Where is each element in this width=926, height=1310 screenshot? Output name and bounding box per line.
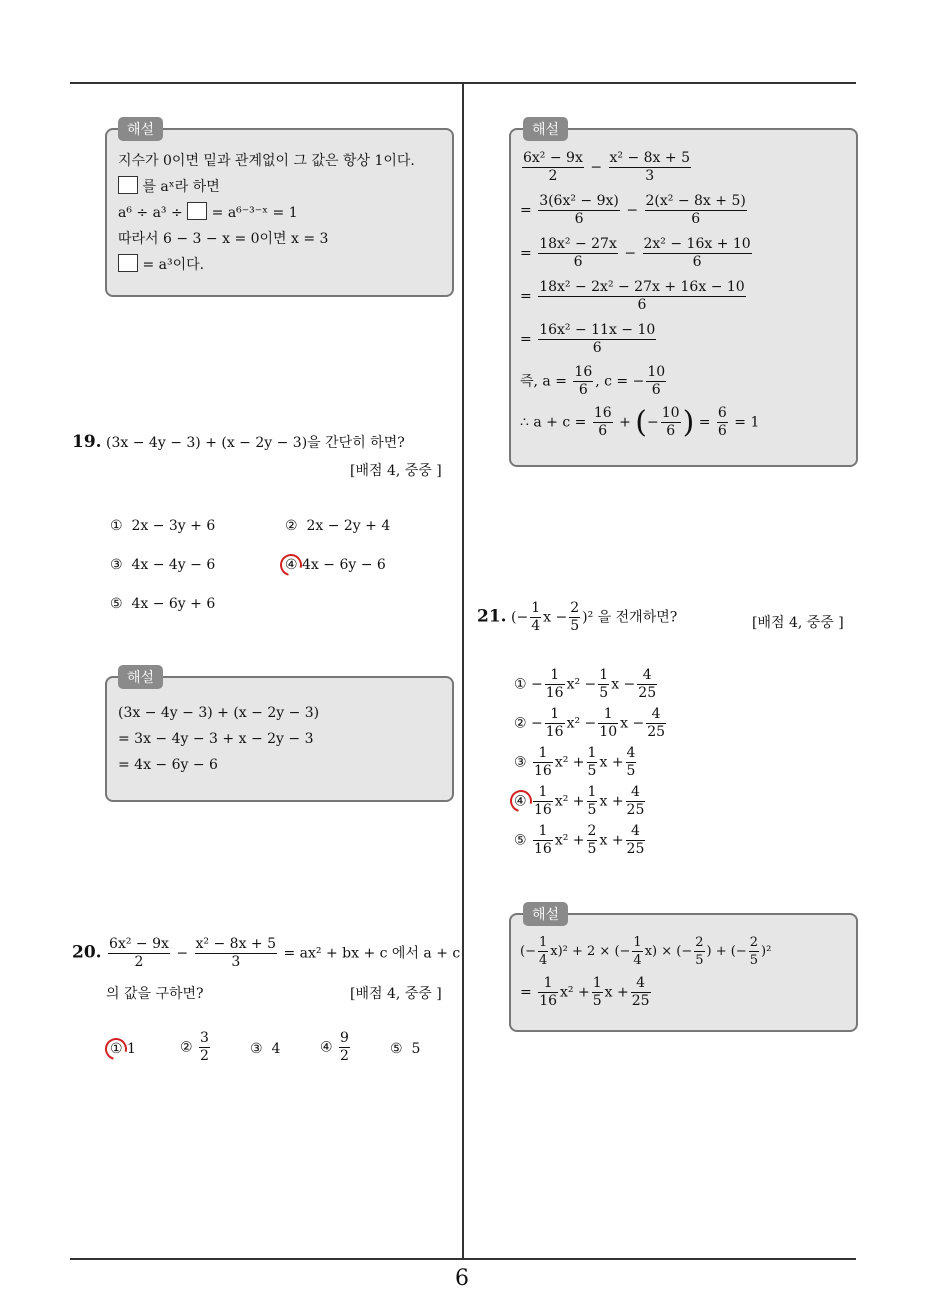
choice-item[interactable]: ④ 4x − 6y − 6	[285, 557, 386, 573]
choice-item[interactable]: ② 2x − 2y + 4	[285, 518, 391, 534]
solution-line: a⁶ ÷ a³ ÷ = a⁶⁻³⁻ˣ = 1	[118, 202, 298, 221]
solution-line: = $\frac{\text{18x² − 27x}}{6}$ − $\frac{\text{2x² − 16x + 10}}{6}$	[520, 236, 751, 270]
choice-item[interactable]: ① 2x − 3y + 6	[110, 518, 216, 534]
solution-line: = 3x − 4y − 3 + x − 2y − 3	[118, 731, 314, 747]
question-text: (3x − 4y − 3) + (x − 2y − 3)을 간단히 하면?	[106, 435, 405, 451]
solution-line: = $\frac{\text{3(6x² − 9x)}}{6}$ − $\frac{\text{2(x² − 8x + 5)}}{6}$	[520, 193, 746, 227]
solution-tag: 해설	[523, 117, 568, 141]
question-19	[72, 432, 405, 452]
question-number: 21.	[477, 606, 507, 627]
choice-item[interactable]: ② − $\frac{1}{16}$ x² − $\frac{1}{10}$ x − $\frac{4}{25}$	[514, 706, 666, 740]
question-text: )² 을 전개하면?	[582, 609, 678, 626]
solution-tag: 해설	[118, 117, 163, 141]
question-text: = ax² + bx + c 에서 a + c	[283, 945, 461, 962]
choice-item[interactable]: ② $\frac{3}{2}$	[180, 1030, 209, 1064]
solution-tag: 해설	[523, 902, 568, 926]
choice-item[interactable]: ③ $\frac{1}{16}$ x² + $\frac{1}{5}$ x + $\frac{4}{5}$	[514, 745, 636, 779]
solution-line: = $\frac{\text{18x² − 2x² − 27x + 16x − 10}}{6}$	[520, 279, 745, 313]
solution-line: $\frac{\text{6x² − 9x}}{2}$ − $\frac{\text{x² − 8x + 5}}{3}$	[523, 150, 690, 184]
solution-line: = $\frac{\text{16x² − 11x − 10}}{6}$	[520, 322, 656, 356]
fraction: $\frac{\text{6x² − 9x}}{2}$	[109, 936, 169, 970]
choice-item[interactable]: ④ $\frac{9}{2}$	[320, 1030, 349, 1064]
question-number: 20.	[72, 942, 102, 963]
choice-item[interactable]: ① − $\frac{1}{16}$ x² − $\frac{1}{5}$ x − $\frac{4}{25}$	[514, 667, 657, 701]
choice-item[interactable]: ③ 4x − 4y − 6	[110, 557, 216, 573]
choice-item[interactable]: ④ $\frac{1}{16}$ x² + $\frac{1}{5}$ x + $\frac{4}{25}$	[514, 784, 645, 818]
solution-line: ∴ a + c = $\frac{16}{6}$ + (− $\frac{10}{6}$ ) = $\frac{6}{6}$ = 1	[520, 405, 760, 440]
blank-box	[187, 202, 207, 220]
page-number: 6	[455, 1266, 469, 1291]
question-21: 21. (− $\frac{1}{4}$ x − $\frac{2}{5}$ )² 을 전개하면?	[477, 600, 678, 634]
fraction: $\frac{\text{x² − 8x + 5}}{3}$	[195, 936, 277, 970]
question-text: 의 값을 구하면?	[106, 986, 204, 1002]
solution-box-21	[509, 913, 858, 1032]
column-divider	[462, 84, 464, 1258]
solution-line: = $\frac{1}{16}$ x² + $\frac{1}{5}$ x + $\frac{4}{25}$	[520, 975, 650, 1009]
question-score: [배점 4, 중중 ]	[350, 463, 442, 479]
solution-line: 지수가 0이면 밑과 관계없이 그 값은 항상 1이다.	[118, 153, 415, 169]
blank-box	[118, 254, 138, 272]
choice-item[interactable]: ⑤ $\frac{1}{16}$ x² + $\frac{2}{5}$ x + $\frac{4}{25}$	[514, 823, 645, 857]
choice-item[interactable]: ① 1	[110, 1041, 136, 1057]
question-score: [배점 4, 중중 ]	[350, 986, 442, 1002]
choice-item[interactable]: ⑤ 4x − 6y + 6	[110, 596, 216, 612]
solution-tag: 해설	[118, 665, 163, 689]
solution-line: 따라서 6 − 3 − x = 0이면 x = 3	[118, 231, 329, 247]
solution-line: = 4x − 6y − 6	[118, 757, 218, 773]
question-number: 19.	[72, 432, 102, 452]
solution-line: = a³이다.	[118, 254, 204, 274]
question-score: [배점 4, 중중 ]	[752, 615, 844, 631]
answer-mark-circle	[101, 1034, 131, 1064]
solution-line: (3x − 4y − 3) + (x − 2y − 3)	[118, 705, 320, 721]
blank-box	[118, 176, 138, 194]
choice-item[interactable]: ⑤ 5	[390, 1041, 421, 1057]
choice-item[interactable]: ③ 4	[250, 1041, 281, 1057]
question-20: 20. $\frac{\text{6x² − 9x}}{2}$ − $\frac{\text{x² − 8x + 5}}{3}$ = ax² + bx + c 에서 a + c	[72, 936, 461, 970]
solution-line: 즉, a = $\frac{16}{6}$ , c = − $\frac{10}{6}$	[520, 364, 666, 398]
solution-line: (− $\frac{1}{4}$ x)² + 2 × (− $\frac{1}{4}$ x) × (− $\frac{2}{5}$ ) + (− $\frac{2}{5}$ )²	[520, 935, 772, 968]
bottom-rule	[70, 1258, 856, 1260]
answer-mark-circle	[276, 550, 306, 580]
solution-line: 를 aˣ라 하면	[118, 176, 220, 196]
